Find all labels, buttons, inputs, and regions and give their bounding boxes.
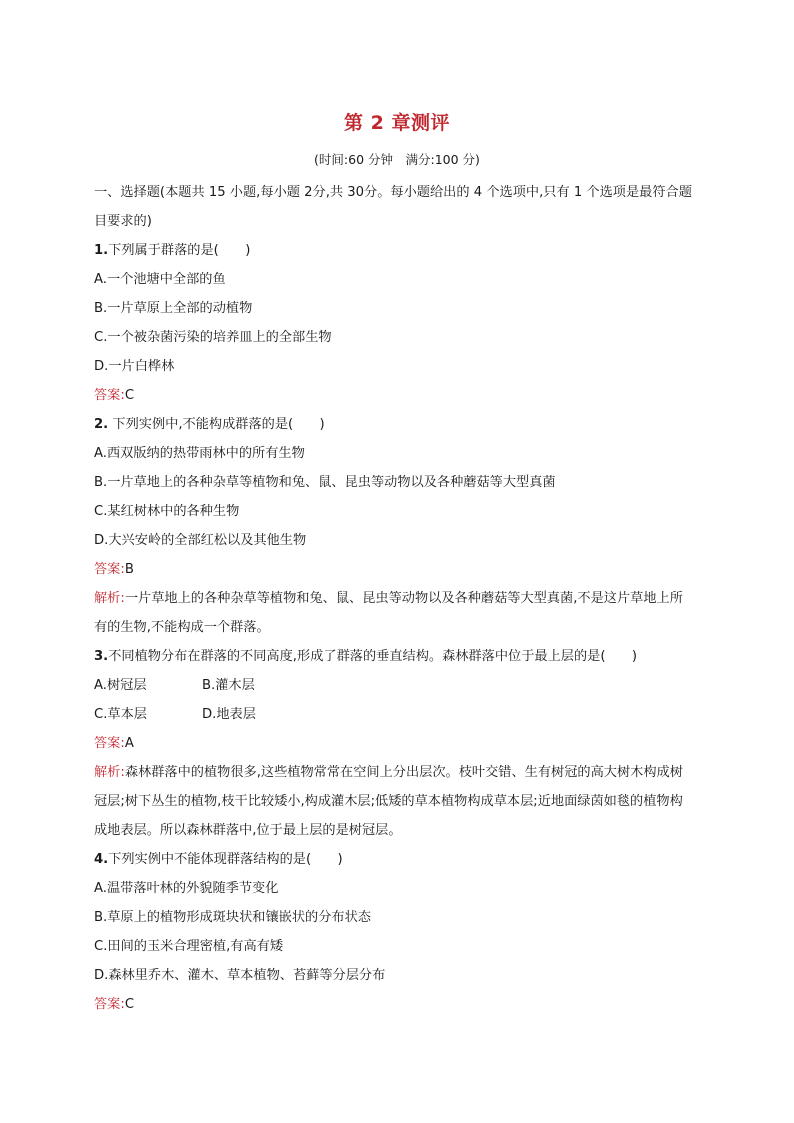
- question-1-option-a: A.一个池塘中全部的鱼: [94, 272, 226, 287]
- section-heading: 一、选择题(本题共 15 小题,每小题 2分,共 30分。每小题给出的 4 个选项中,只有 1 个选项是最符合题目要求的): [94, 185, 692, 229]
- question-text: 不同植物分布在群落的不同高度,形成了群落的垂直结构。森林群落中位于最上层的是( ): [108, 649, 637, 664]
- question-1-option-d: D.一片白桦林: [94, 359, 175, 374]
- page-title: 第 2 章测评: [344, 112, 450, 134]
- document-body: [94, 178, 694, 1019]
- question-3-stem: [94, 642, 694, 671]
- question-text: 下列实例中,不能构成群落的是( ): [108, 417, 325, 432]
- explain-text: 一片草地上的各种杂草等植物和兔、鼠、昆虫等动物以及各种蘑菇等大型真菌,不是这片草地上所有的生物,不能构成一个群落。: [94, 591, 683, 635]
- question-number: 1.: [94, 243, 109, 258]
- question-3-option-d: D.地表层: [202, 707, 256, 722]
- question-2-option-c: C.某红树林中的各种生物: [94, 504, 240, 519]
- question-number: 4.: [94, 852, 109, 867]
- exam-info: (时间:60 分钟 满分:100 分): [314, 152, 480, 167]
- question-text: 下列属于群落的是( ): [108, 243, 251, 258]
- question-4-option-b: B.草原上的植物形成斑块状和镶嵌状的分布状态: [94, 910, 371, 925]
- question-3-option-a: A.树冠层: [94, 678, 147, 693]
- answer-value: A: [124, 736, 134, 751]
- explain-label: 解析:: [94, 765, 125, 780]
- answer-value: C: [124, 388, 135, 403]
- question-number: 2.: [94, 417, 109, 432]
- question-1-option-c: C.一个被杂菌污染的培养皿上的全部生物: [94, 330, 332, 345]
- question-3-explanation: [94, 758, 694, 845]
- question-2-explanation: [94, 584, 694, 642]
- question-3-options-row-1: [94, 671, 694, 700]
- question-2-stem: [94, 410, 694, 439]
- question-3-options-row-2: [94, 700, 694, 729]
- question-4-answer: [94, 990, 694, 1019]
- question-2-answer: [94, 555, 694, 584]
- question-4-stem: [94, 845, 694, 874]
- explain-text: 森林群落中的植物很多,这些植物常常在空间上分出层次。枝叶交错、生有树冠的高大树木构成树冠层;树下丛生的植物,枝干比较矮小,构成灌木层;低矮的草本植物构成草本层;近地面绿茵如毯的植物构成地表层。所以森林群落中,位于最上层的是树冠层。: [94, 765, 683, 838]
- question-3-answer: [94, 729, 694, 758]
- question-4-option-d: D.森林里乔木、灌木、草本植物、苔藓等分层分布: [94, 968, 386, 983]
- answer-label: 答案:: [94, 562, 125, 577]
- answer-value: B: [124, 562, 134, 577]
- answer-label: 答案:: [94, 997, 125, 1012]
- question-3-option-b: B.灌木层: [202, 678, 255, 693]
- question-text: 下列实例中不能体现群落结构的是( ): [108, 852, 343, 867]
- answer-label: 答案:: [94, 388, 125, 403]
- explain-label: 解析:: [94, 591, 125, 606]
- question-3-option-c: C.草本层: [94, 707, 147, 722]
- question-4-option-c: C.田间的玉米合理密植,有高有矮: [94, 939, 284, 954]
- question-4-option-a: A.温带落叶林的外貌随季节变化: [94, 881, 279, 896]
- answer-label: 答案:: [94, 736, 125, 751]
- question-2-option-a: A.西双版纳的热带雨林中的所有生物: [94, 446, 305, 461]
- question-number: 3.: [94, 649, 109, 664]
- question-1-answer: [94, 381, 694, 410]
- question-1-stem: [94, 236, 694, 265]
- answer-value: C: [124, 997, 135, 1012]
- question-2-option-b: B.一片草地上的各种杂草等植物和兔、鼠、昆虫等动物以及各种蘑菇等大型真菌: [94, 475, 556, 490]
- question-1-option-b: B.一片草原上全部的动植物: [94, 301, 253, 316]
- question-2-option-d: D.大兴安岭的全部红松以及其他生物: [94, 533, 307, 548]
